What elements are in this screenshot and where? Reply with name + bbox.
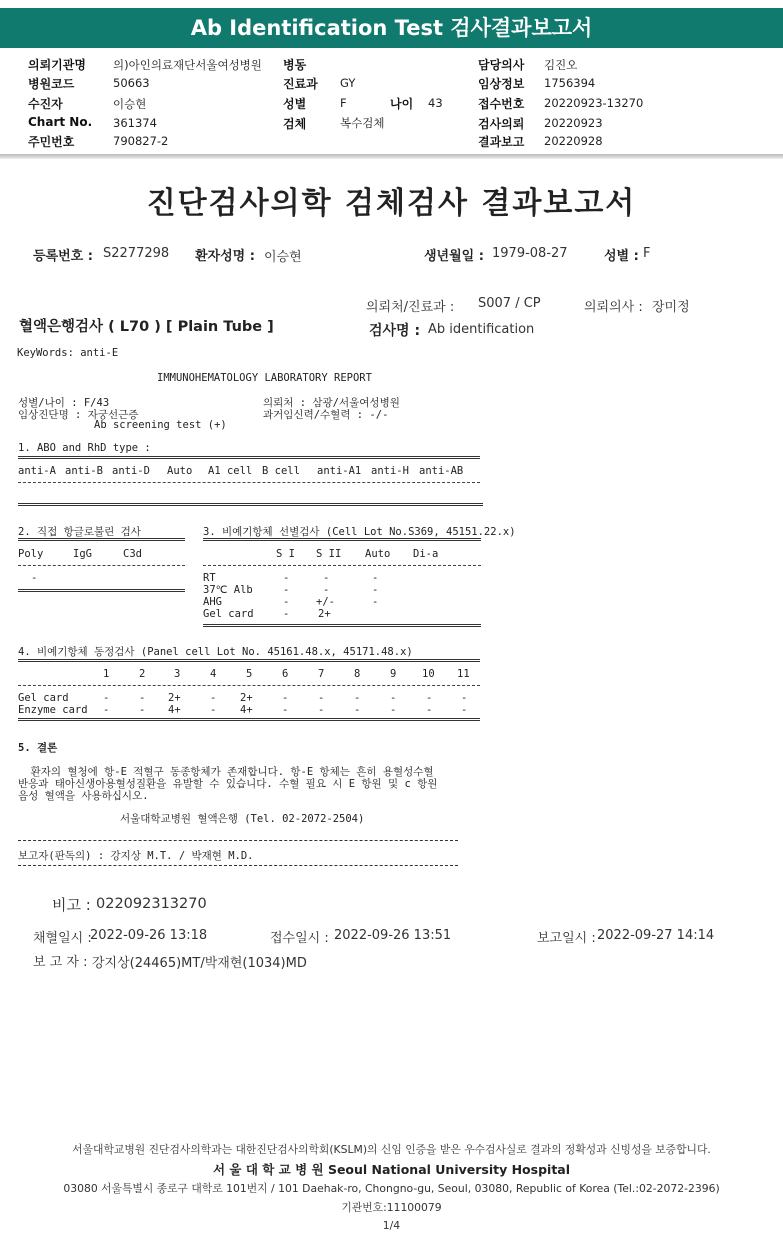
blood-bank-tel: 서울대학교병원 혈액은행 (Tel. 02-2072-2504)	[120, 813, 365, 825]
screen-row-label: AHG	[203, 596, 222, 608]
keywords: KeyWords: anti-E	[17, 347, 119, 359]
section-5-title: 5. 결론	[18, 742, 58, 754]
panel-cell: -	[139, 692, 146, 704]
panel-col-header: 9	[390, 668, 397, 680]
abo-col-header: B cell	[262, 465, 300, 477]
panel-cell: -	[426, 704, 433, 716]
dob-label: 생년월일 :	[424, 249, 484, 264]
header-value: 김진오	[544, 58, 578, 72]
receive-label: 접수일시 :	[270, 931, 329, 946]
panel-cell: 4+	[240, 704, 253, 716]
header-label: Chart No.	[28, 115, 93, 129]
panel-cell: -	[354, 704, 361, 716]
remarks-label: 비고 :	[52, 896, 91, 914]
header-value: 20220923-13270	[544, 96, 644, 110]
section-1-title: 1. ABO and RhD type :	[18, 442, 151, 454]
conclusion-line: 음성 혈액을 사용하십시오.	[18, 790, 149, 802]
dat-col-header: IgG	[73, 548, 92, 560]
collect-value: 2022-09-26 13:18	[90, 928, 208, 943]
screen-cell: 2+	[318, 608, 331, 620]
hospital-name: 서 울 대 학 교 병 원 Seoul National University Hospital	[212, 1162, 571, 1177]
panel-cell: -	[461, 704, 468, 716]
section-3-title: 3. 비예기항체 선별검사 (Cell Lot No.S369, 45151.22.x)	[203, 526, 516, 538]
dat-col-header: C3d	[123, 548, 142, 560]
panel-cell: -	[318, 692, 325, 704]
panel-cell: -	[210, 704, 217, 716]
rule	[203, 538, 481, 541]
header-value: 43	[428, 96, 443, 110]
panel-cell: -	[461, 692, 468, 704]
abo-col-header: anti-D	[112, 465, 150, 477]
conclusion-line: 반응과 태아신생아용혈성질환을 유발할 수 있습니다. 수혈 필요 시 E 항원 및 c 항원	[18, 778, 438, 790]
screen-cell: -	[323, 572, 330, 584]
rule	[18, 589, 185, 592]
screen-row-label: RT	[203, 572, 216, 584]
collect-label: 채혈일시 :	[33, 931, 92, 946]
section-2-title: 2. 직접 항글로불린 검사	[18, 526, 141, 538]
screen-cell: -	[372, 572, 379, 584]
certification-text: 서울대학교병원 진단검사의학과는 대한진단검사의학회(KSLM)의 신임 인증을 받은 우수검사실로 결과의 정확성과 신빙성을 보증합니다.	[72, 1143, 711, 1156]
panel-col-header: 5	[246, 668, 253, 680]
panel-col-header: 1	[103, 668, 110, 680]
header-value: 20220923	[544, 116, 603, 130]
panel-cell: -	[390, 704, 397, 716]
header-label: 병동	[283, 58, 307, 72]
header-label: 결과보고	[478, 135, 525, 149]
screen-row-label: Gel card	[203, 608, 254, 620]
dept-label: 의뢰처/진료과 :	[366, 300, 455, 315]
panel-cell: 4+	[168, 704, 181, 716]
patient-name-label: 환자성명 :	[195, 249, 255, 264]
panel-col-header: 10	[422, 668, 435, 680]
rule	[18, 538, 185, 541]
doctor-label: 의뢰의사 :	[584, 300, 643, 315]
screen-cell: -	[283, 596, 290, 608]
panel-cell: -	[103, 692, 110, 704]
reporter-label: 보 고 자 :	[33, 955, 88, 970]
panel-cell: -	[210, 692, 217, 704]
header-value: GY	[340, 76, 356, 90]
panel-row-label: Enzyme card	[18, 704, 88, 716]
panel-cell: 2+	[240, 692, 253, 704]
abo-col-header: anti-A	[18, 465, 56, 477]
dob-value: 1979-08-27	[492, 246, 568, 261]
panel-col-header: 2	[139, 668, 146, 680]
screen-cell: -	[323, 584, 330, 596]
header-value: 361374	[113, 116, 157, 130]
rule	[18, 482, 480, 483]
screen-col-header: Auto	[365, 548, 391, 560]
screen-row-label: 37℃ Alb	[203, 584, 253, 596]
reg-no-value: S2277298	[103, 246, 170, 261]
rule	[203, 565, 481, 566]
header-value: 50663	[113, 76, 150, 90]
dat-value: -	[31, 572, 38, 584]
panel-cell: -	[390, 692, 397, 704]
screening-line: Ab screening test (+)	[94, 419, 227, 431]
header-label: 의뢰기관명	[28, 58, 86, 72]
header-value: 790827-2	[113, 134, 169, 148]
header-label: 담당의사	[478, 58, 525, 72]
panel-cell: -	[282, 692, 289, 704]
remarks-value: 022092313270	[96, 896, 207, 912]
header-value: F	[340, 96, 347, 110]
panel-col-header: 4	[210, 668, 217, 680]
screen-col-header: Di-a	[413, 548, 439, 560]
header-label: 병원코드	[28, 77, 75, 91]
reporter-value: 강지상(24465)MT/박재현(1034)MD	[92, 956, 307, 971]
panel-cell: -	[282, 704, 289, 716]
sex-value: F	[643, 246, 651, 261]
dat-col-header: Poly	[18, 548, 44, 560]
history-line: 과거임신력/수혈력 : -/-	[263, 409, 389, 421]
screen-cell: -	[372, 596, 379, 608]
panel-cell: -	[318, 704, 325, 716]
abo-col-header: anti-B	[65, 465, 103, 477]
panel-col-header: 11	[457, 668, 470, 680]
document-title: 진단검사의학 검체검사 결과보고서	[146, 186, 637, 221]
panel-col-header: 8	[354, 668, 361, 680]
panel-cell: -	[139, 704, 146, 716]
dept-value: S007 / CP	[478, 296, 541, 311]
abo-col-header: anti-AB	[419, 465, 464, 477]
abo-col-header: anti-A1	[317, 465, 362, 477]
header-value: 의)아인의료재단서울여성병원	[113, 58, 262, 72]
panel-cell: -	[354, 692, 361, 704]
panel-cell: -	[426, 692, 433, 704]
abo-col-header: anti-H	[371, 465, 409, 477]
header-label: 진료과	[283, 77, 318, 91]
screen-col-header: S I	[276, 548, 295, 560]
header-label: 성별	[283, 97, 307, 111]
page-number: 1/4	[382, 1219, 401, 1232]
institution-number: 기관번호:11100079	[341, 1201, 442, 1214]
rule	[203, 624, 481, 627]
diagnosis-line: 임상진단명 : 자궁선근증	[18, 409, 139, 421]
reporter-line: 보고자(판독의) : 강지상 M.T. / 박재현 M.D.	[18, 850, 254, 862]
report-label: 보고일시 :	[537, 931, 596, 946]
patient-name-value: 이승현	[264, 250, 302, 265]
header-value: 1756394	[544, 76, 596, 90]
section-4-title: 4. 비예기항체 동정검사 (Panel cell Lot No. 45161.48.x, 45171.48.x)	[18, 646, 413, 658]
referrer-line: 의뢰처 : 삼광/서울여성병원	[263, 397, 400, 409]
exam-value: Ab identification	[428, 322, 535, 337]
panel-col-header: 6	[282, 668, 289, 680]
lab-report-title: IMMUNOHEMATOLOGY LABORATORY REPORT	[157, 372, 372, 384]
header-label: 수진자	[28, 97, 63, 111]
panel-cell: 2+	[168, 692, 181, 704]
rule	[18, 685, 480, 686]
header-label: 접수번호	[478, 97, 525, 111]
header-label: 검체	[283, 117, 307, 131]
screen-cell: -	[283, 608, 290, 620]
exam-label: 검사명 :	[369, 323, 421, 339]
header-value: 이승현	[113, 97, 147, 111]
header-label: 나이	[390, 97, 414, 111]
sex-age-line: 성별/나이 : F/43	[18, 397, 110, 409]
report-value: 2022-09-27 14:14	[597, 928, 715, 943]
screen-cell: -	[283, 584, 290, 596]
screen-cell: -	[283, 572, 290, 584]
header-separator	[0, 154, 783, 159]
header-label: 검사의뢰	[478, 117, 525, 131]
header-label: 주민번호	[28, 135, 75, 149]
conclusion-line: 환자의 혈청에 항-E 적혈구 동종항체가 존재합니다. 항-E 항체는 흔히 용혈성수혈	[18, 766, 434, 778]
header-label: 임상정보	[478, 77, 525, 91]
header-value: 20220928	[544, 134, 603, 148]
panel-col-header: 3	[174, 668, 181, 680]
rule	[18, 503, 483, 506]
rule	[18, 840, 458, 841]
rule	[18, 565, 185, 566]
sex-label: 성별 :	[604, 249, 639, 264]
screen-cell: +/-	[316, 596, 335, 608]
panel-cell: -	[103, 704, 110, 716]
rule	[18, 718, 480, 721]
panel-row-label: Gel card	[18, 692, 69, 704]
reg-no-label: 등록번호 :	[33, 249, 93, 264]
rule	[18, 456, 480, 459]
rule	[18, 659, 480, 662]
receive-value: 2022-09-26 13:51	[334, 928, 452, 943]
screen-cell: -	[372, 584, 379, 596]
hospital-address: 03080 서울특별시 종로구 대학로 101번지 / 101 Daehak-ro, Chongno-gu, Seoul, 03080, Republic of Korea (Tel.:02-2072-2396)	[63, 1182, 720, 1195]
test-name: 혈액은행검사 ( L70 ) [ Plain Tube ]	[19, 319, 274, 335]
header-value: 복수검체	[340, 116, 385, 130]
panel-col-header: 7	[318, 668, 325, 680]
rule	[18, 865, 458, 866]
abo-col-header: Auto	[167, 465, 193, 477]
doctor-value: 장미정	[652, 300, 690, 315]
screen-col-header: S II	[316, 548, 342, 560]
report-banner: Ab Identification Test 검사결과보고서	[0, 8, 783, 48]
abo-col-header: A1 cell	[208, 465, 253, 477]
